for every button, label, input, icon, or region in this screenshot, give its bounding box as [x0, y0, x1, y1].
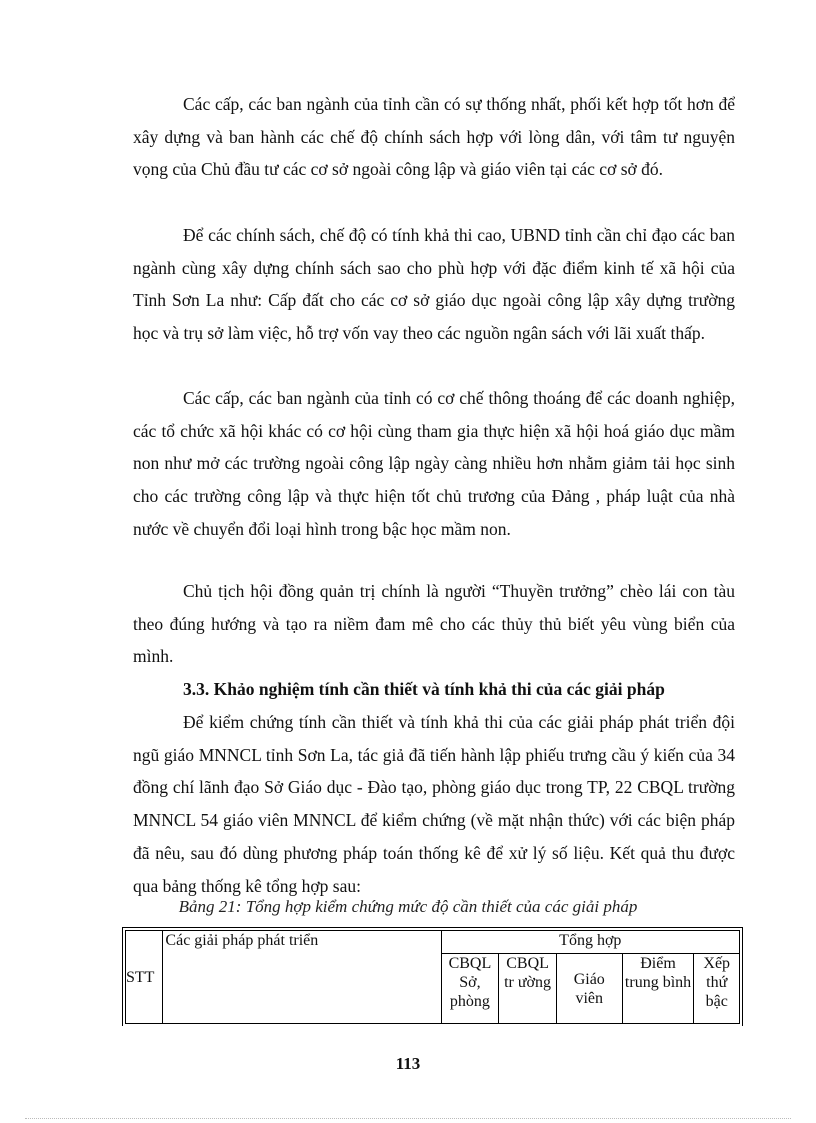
header-xep-thu-bac: Xếp thứ bậc [694, 954, 740, 1024]
paragraph-3: Các cấp, các ban ngành của tỉnh có cơ chế thông thoáng để các doanh nghiệp, các tổ chức xã hội khác có cơ hội cùng tham gia thực hiện xã hội hoá giáo dục mầm non như mở các trường ngoài công lập ngày càng nhiều hơn nhằm giảm tải học sinh cho các trường công lập và thực hiện tốt chủ trương của Đảng , pháp luật của nhà nước về chuyển đổi loại hình trong bậc học mầm non. [133, 388, 735, 539]
paragraph-4: Chủ tịch hội đồng quản trị chính là người “Thuyền trưởng” chèo lái con tàu theo đúng hướng và tạo ra niềm đam mê cho các thủy thủ biết yêu vùng biển của mình. [133, 581, 735, 667]
header-cbql-so-phong: CBQL Sở, phòng [441, 954, 499, 1024]
page-number: 113 [395, 1054, 421, 1073]
paragraph-5: Để kiểm chứng tính cần thiết và tính khả thi của các giải pháp phát triển đội ngũ giáo MNNCL tỉnh Sơn La, tác giả đã tiến hành lập phiếu trưng cầu ý kiến của 34 đồng chí lãnh đạo Sở Giáo dục - Đào tạo, phòng giáo dục trong TP, 22 CBQL trường MNNCL 54 giáo viên MNNCL để kiểm chứng (về mặt nhận thức) với các biện pháp đã nêu, sau đó dùng phương pháp toán thống kê để xử lý số liệu. Kết quả thu được qua bảng thống kê tổng hợp sau: [133, 712, 735, 896]
page-bottom-divider [25, 1118, 791, 1119]
summary-table [125, 930, 740, 1024]
header-diem-trung-binh: Điểm trung bình [622, 954, 694, 1024]
table-caption: Bảng 21: Tổng hợp kiểm chứng mức độ cần thiết của các giải pháp [178, 897, 638, 916]
header-giao-vien: Giáo viên [556, 954, 622, 1024]
paragraph-1: Các cấp, các ban ngành của tỉnh cần có sự thống nhất, phối kết hợp tốt hơn để xây dựng và ban hành các chế độ chính sách hợp với lòng dân, với tâm tư nguyện vọng của Chủ đầu tư các cơ sở ngoài công lập và giáo viên tại các cơ sở đó. [133, 94, 735, 180]
paragraph-2: Để các chính sách, chế độ có tính khả thi cao, UBND tỉnh cần chỉ đạo các ban ngành cùng xây dựng chính sách sao cho phù hợp với đặc điểm kinh tế xã hội của Tỉnh Sơn La như: Cấp đất cho các cơ sở giáo dục ngoài công lập xây dựng trường học và trụ sở làm việc, hỗ trợ vốn vay theo các nguồn ngân sách với lãi xuất thấp. [133, 225, 735, 344]
section-heading: 3.3. Khảo nghiệm tính cần thiết và tính khả thi của các giải pháp [183, 679, 665, 699]
header-cbql-truong: CBQL tr ường [499, 954, 557, 1024]
header-solutions: Các giải pháp phát triển [163, 931, 441, 1024]
header-stt: STT [126, 931, 163, 1024]
header-summary-group: Tổng hợp [441, 931, 739, 954]
